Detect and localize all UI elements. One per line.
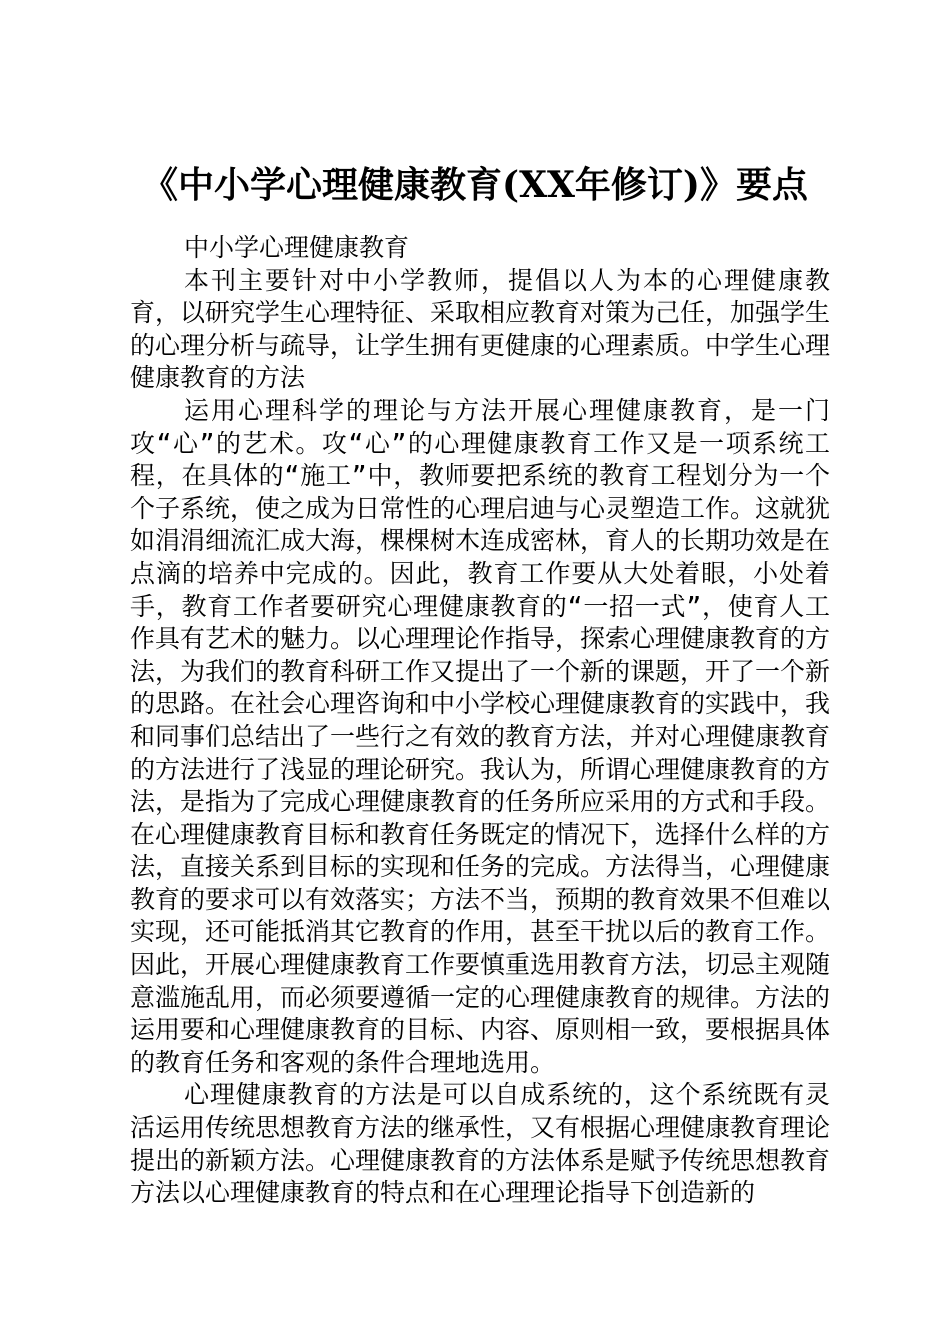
paragraph: 本刊主要针对中小学教师，提倡以人为本的心理健康教育，以研究学生心理特征、采取相应教育对策为己任，加强学生的心理分析与疏导，让学生拥有更健康的心理素质。中学生心理健康教育的方法	[130, 265, 831, 393]
paragraph: 运用心理科学的理论与方法开展心理健康教育，是一门攻“心”的艺术。攻“心”的心理健康教育工作又是一项系统工程，在具体的“施工”中，教师要把系统的教育工程划分为一个个子系统，使之成为日常性的心理启迪与心灵塑造工作。这就犹如涓涓细流汇成大海，棵棵树木连成密林，育人的长期功效是在点滴的培养中完成的。因此，教育工作要从大处着眼，小处着手，教育工作者要研究心理健康教育的“一招一式”，使育人工作具有艺术的魅力。以心理理论作指导，探索心理健康教育的方法，为我们的教育科研工作又提出了一个新的课题，开了一个新的思路。在社会心理咨询和中小学校心理健康教育的实践中，我和同事们总结出了一些行之有效的教育方法，并对心理健康教育的方法进行了浅显的理论研究。我认为，所谓心理健康教育的方法，是指为了完成心理健康教育的任务所应采用的方式和手段。在心理健康教育目标和教育任务既定的情况下，选择什么样的方法，直接关系到目标的实现和任务的完成。方法得当，心理健康教育的要求可以有效落实；方法不当，预期的教育效果不但难以实现，还可能抵消其它教育的作用，甚至干扰以后的教育工作。因此，开展心理健康教育工作要慎重选用教育方法，切忌主观随意滥施乱用，而必须要遵循一定的心理健康教育的规律。方法的运用要和心理健康教育的目标、内容、原则相一致，要根据具体的教育任务和客观的条件合理地选用。	[130, 395, 831, 1077]
document-title: 《中小学心理健康教育(XX年修订)》要点	[142, 164, 808, 206]
paragraph: 心理健康教育的方法是可以自成系统的，这个系统既有灵活运用传统思想教育方法的继承性，又有根据心理健康教育理论提出的新颖方法。心理健康教育的方法体系是赋予传统思想教育方法以心理健康教育的特点和在心理理论指导下创造新的	[130, 1080, 831, 1208]
section-heading: 中小学心理健康教育	[184, 233, 410, 262]
document-body	[130, 232, 830, 1210]
